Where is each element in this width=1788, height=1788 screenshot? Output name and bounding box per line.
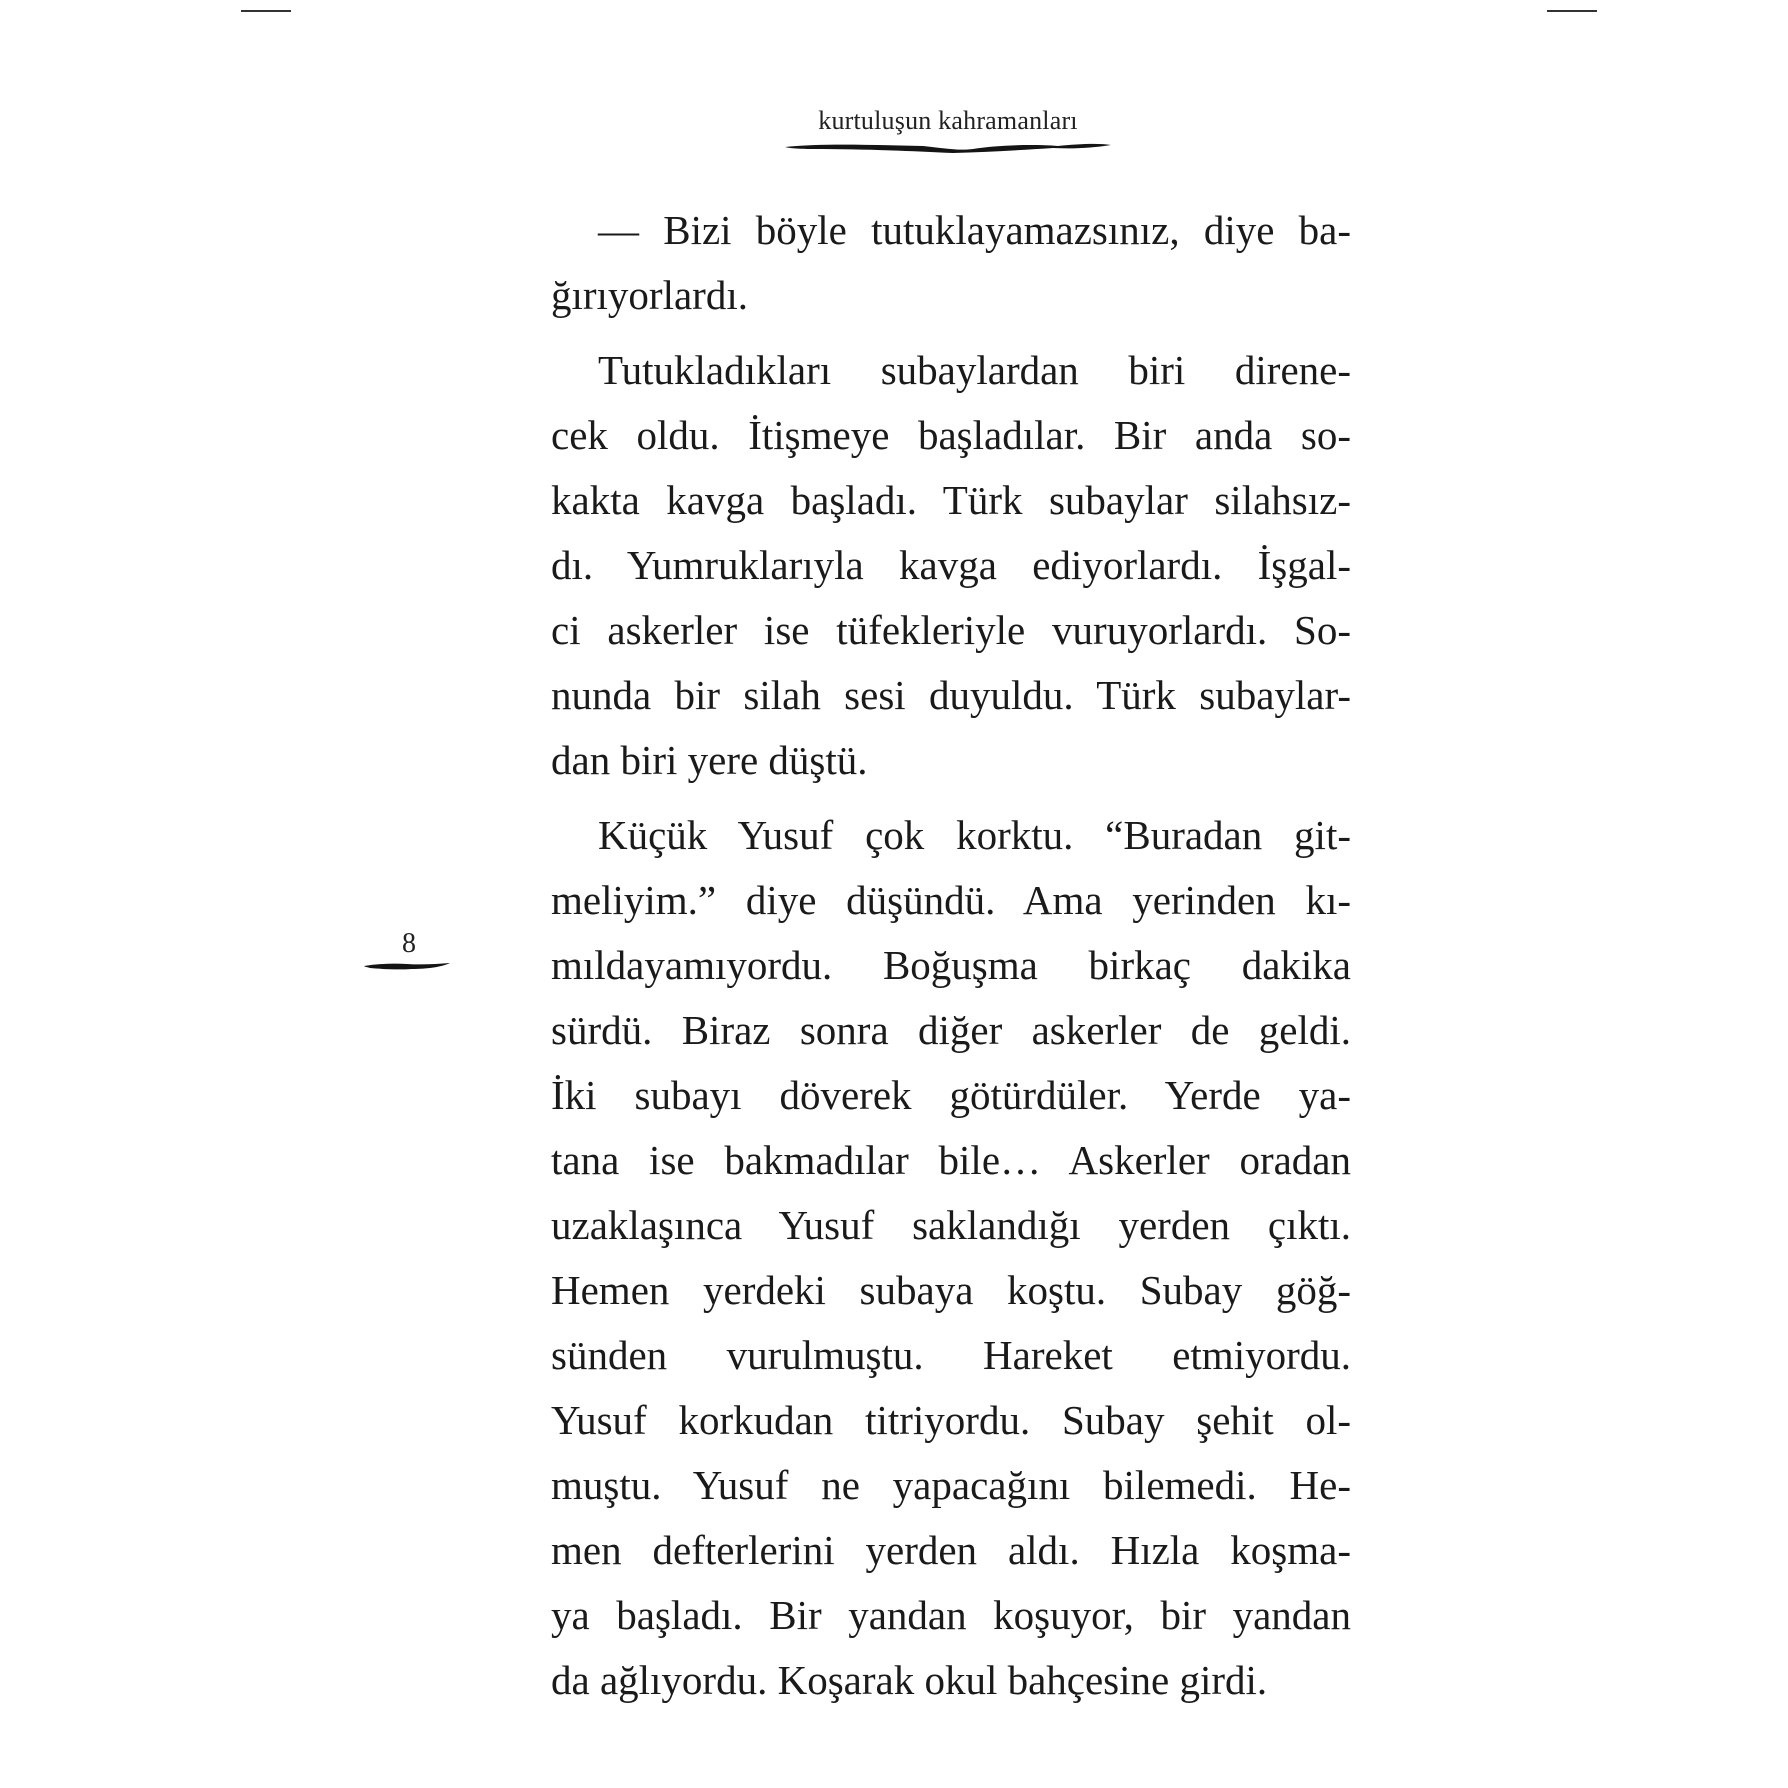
text-line: — Bizi böyle tutuklayamazsınız, diye ba- [598,207,1351,253]
paragraph-1 [551,198,1351,328]
text-line: Tutukladıkları subaylardan biri direne- [598,347,1351,393]
body-text [551,198,1351,1723]
text-line: ğırıyorlardı. [551,272,748,318]
text-line: sünden vurulmuştu. Hareket etmiyordu. [551,1332,1351,1378]
text-line: cek oldu. İtişmeye başladılar. Bir anda so- [551,412,1351,458]
running-header [780,108,1116,154]
text-line: muştu. Yusuf ne yapacağını bilemedi. He- [551,1462,1351,1508]
text-line: mıldayamıyordu. Boğuşma birkaç dakika [551,942,1351,988]
text-line: dan biri yere düştü. [551,737,868,783]
running-title: kurtuluşun kahramanları [818,106,1078,135]
header-brush-rule [783,140,1113,154]
page-number-brush [362,960,452,972]
text-line: ya başladı. Bir yandan koşuyor, bir yandan [551,1592,1351,1638]
page-number-text: 8 [402,928,416,959]
text-line: İki subayı döverek götürdüler. Yerde ya- [551,1072,1351,1118]
text-line: Yusuf korkudan titriyordu. Subay şehit ol- [551,1397,1351,1443]
text-line: men defterlerini yerden aldı. Hızla koşma- [551,1527,1351,1573]
text-line: sürdü. Biraz sonra diğer askerler de geldi. [551,1007,1351,1053]
text-line: nunda bir silah sesi duyuldu. Türk subaylar- [551,672,1351,718]
crop-mark-top-right [1547,10,1597,12]
text-line: uzaklaşınca Yusuf saklandığı yerden çıktı. [551,1202,1351,1248]
text-line: Küçük Yusuf çok korktu. “Buradan git- [598,812,1351,858]
text-line: dı. Yumruklarıyla kavga ediyorlardı. İşgal- [551,542,1351,588]
text-line: da ağlıyordu. Koşarak okul bahçesine girdi. [551,1657,1268,1703]
text-line: tana ise bakmadılar bile… Askerler oradan [551,1137,1351,1183]
text-line: Hemen yerdeki subaya koştu. Subay göğ- [551,1267,1351,1313]
paragraph-3 [551,803,1351,1713]
paragraph-2 [551,338,1351,793]
text-line: meliyim.” diye düşündü. Ama yerinden kı- [551,877,1351,923]
crop-mark-top-left [241,10,291,12]
page-number [362,930,452,972]
text-line: kakta kavga başladı. Türk subaylar silahsız- [551,477,1351,523]
text-line: ci askerler ise tüfekleriyle vuruyorlardı. So- [551,607,1351,653]
